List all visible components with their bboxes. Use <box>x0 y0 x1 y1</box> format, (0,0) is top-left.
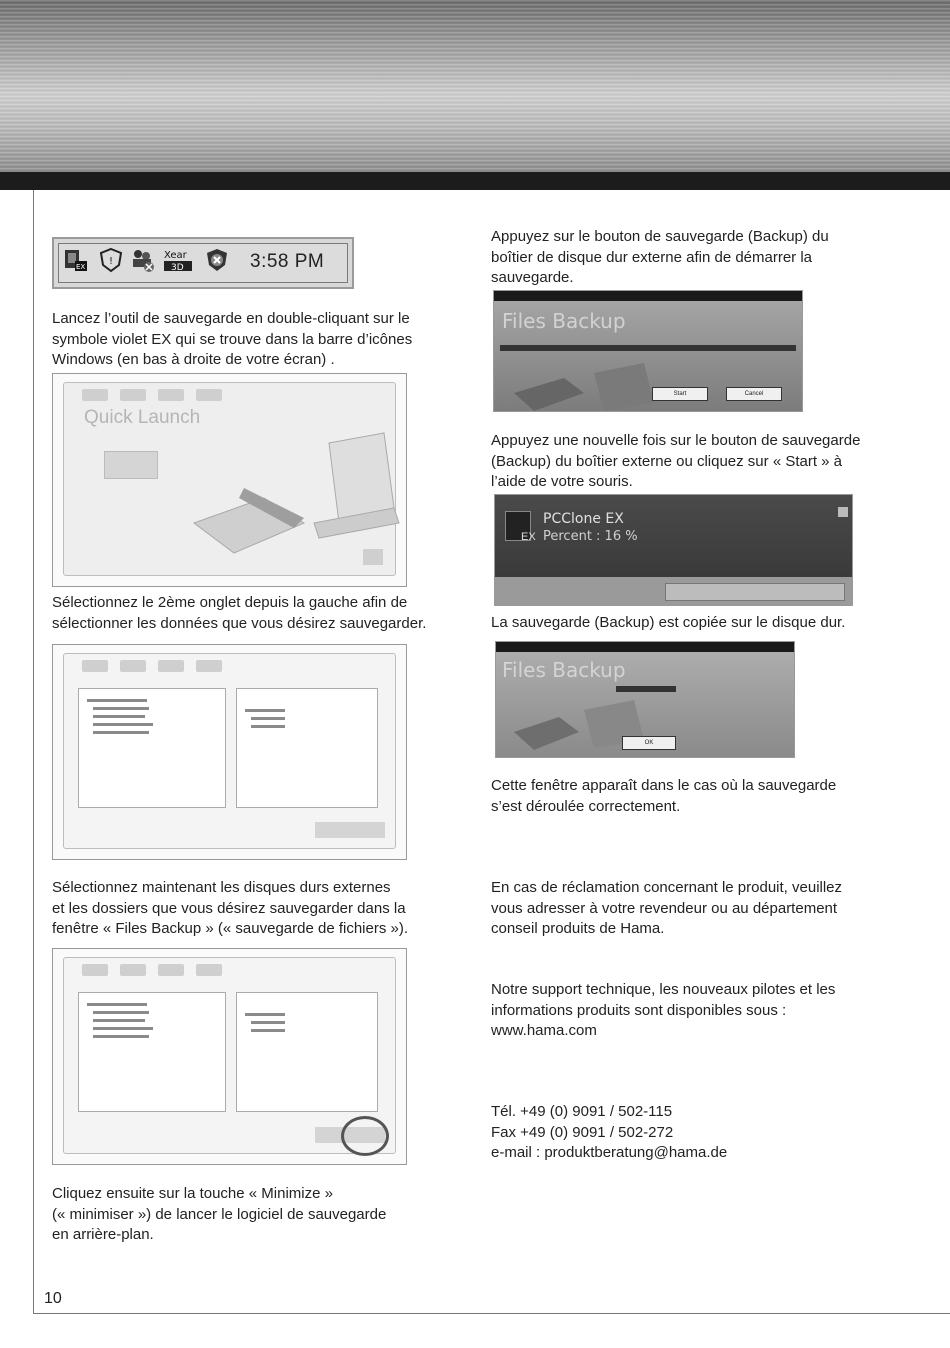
start-button[interactable]: Start <box>652 387 708 401</box>
backup-complete-dialog <box>495 641 795 758</box>
tab-3[interactable] <box>158 660 184 672</box>
backup-start-dialog <box>493 290 803 412</box>
tab-1[interactable] <box>82 660 108 672</box>
popup-percent: Percent : 16 % <box>543 529 638 544</box>
dialog-title: Files Backup <box>502 658 626 682</box>
quick-launch-title: Quick Launch <box>84 407 201 428</box>
popup-app-name: PCClone EX <box>543 511 624 527</box>
pcclone-ex-icon[interactable] <box>62 247 88 273</box>
files-backup-screenshot-1 <box>52 644 407 860</box>
fax: Fax +49 (0) 9091 / 502-272 <box>491 1123 674 1141</box>
right-paragraph-5: En cas de réclamation concernant le produit, veuillez vous adresser à votre revendeur ou au département conseil produits de Hama. <box>491 879 843 937</box>
left-paragraph-2: Sélectionnez le 2ème onglet depuis la gauche afin de sélectionner les données que vous désirez sauvegarder. <box>52 594 427 632</box>
svg-text:3D: 3D <box>171 263 184 273</box>
app-tabs <box>82 389 222 405</box>
security-shield-x-icon <box>204 247 230 273</box>
tray-clock: 3:58 PM <box>250 251 325 272</box>
tab-2[interactable] <box>120 389 146 401</box>
right-paragraph-3: La sauvegarde (Backup) est copiée sur le disque dur. <box>491 614 846 631</box>
contact-block <box>491 1102 727 1164</box>
tab-2[interactable] <box>120 964 146 976</box>
website-link[interactable]: www.hama.com <box>491 1022 597 1039</box>
taskbar-strip <box>495 577 853 606</box>
quick-launch-screenshot <box>52 373 407 587</box>
popup-window <box>495 495 853 577</box>
xear-3d-icon <box>162 247 196 273</box>
dialog-message <box>500 345 796 351</box>
left-paragraph-4: Cliquez ensuite sur la touche « Minimize » (« minimiser ») de lancer le logiciel de sauvegarde en arrière-plan. <box>52 1185 387 1243</box>
action-icons[interactable] <box>315 822 385 838</box>
left-paragraph-3: Sélectionnez maintenant les disques durs externes et les dossiers que vous désirez sauvegarder dans la fenêtre « Files Backup » (« sauvegarde de fichiers »). <box>52 879 409 937</box>
tab-3[interactable] <box>158 964 184 976</box>
tab-4[interactable] <box>196 660 222 672</box>
cancel-button[interactable]: Cancel <box>726 387 782 401</box>
drive-illustration <box>504 353 664 412</box>
tab-3[interactable] <box>158 389 184 401</box>
network-users-icon <box>130 247 156 273</box>
drive-illustration <box>184 428 404 563</box>
drive-button[interactable] <box>104 451 158 479</box>
phone: Tél. +49 (0) 9091 / 502-115 <box>491 1103 673 1120</box>
svg-text:!: ! <box>109 256 114 267</box>
files-backup-screenshot-2 <box>52 948 407 1165</box>
left-margin-rule <box>33 190 34 1314</box>
svg-text:EX: EX <box>76 263 86 271</box>
header-band <box>0 0 950 172</box>
progress-popup-screenshot <box>494 494 853 606</box>
tab-1[interactable] <box>82 389 108 401</box>
taskbar-tray-screenshot <box>52 237 354 289</box>
bottom-rule <box>33 1313 950 1314</box>
email-link[interactable]: e-mail : produktberatung@hama.de <box>491 1144 728 1161</box>
minimize-icon[interactable] <box>363 549 383 565</box>
source-tree-panel[interactable] <box>78 992 226 1112</box>
ok-button[interactable]: OK <box>622 736 676 750</box>
shield-icon <box>98 247 124 273</box>
right-paragraph-1: Appuyez sur le bouton de sauvegarde (Backup) du boîtier de disque dur externe afin de démarrer la sauvegarde. <box>491 228 829 286</box>
tab-4[interactable] <box>196 964 222 976</box>
dialog-title: Files Backup <box>502 309 626 333</box>
highlight-circle <box>341 1116 389 1156</box>
left-paragraph-1: Lancez l’outil de sauvegarde en double-cliquant sur le symbole violet EX qui se trouve dans la barre d’icônes Windows (en bas à droite de votre écran) . <box>52 310 413 368</box>
right-paragraph-4: Cette fenêtre apparaît dans le cas où la sauvegarde s’est déroulée correctement. <box>491 777 837 815</box>
destination-tree-panel[interactable] <box>236 992 378 1112</box>
source-tree-panel[interactable] <box>78 688 226 808</box>
tab-4[interactable] <box>196 389 222 401</box>
right-paragraph-6: Notre support technique, les nouveaux pilotes et les informations produits sont disponibles sous : www.hama.com <box>491 980 835 1042</box>
close-icon[interactable] <box>838 507 848 517</box>
header-dark-strip <box>0 172 950 190</box>
right-paragraph-2: Appuyez une nouvelle fois sur le bouton de sauvegarde (Backup) du boîtier externe ou cliquez sur « Start » à l’aide de votre souris. <box>491 432 861 490</box>
destination-tree-panel[interactable] <box>236 688 378 808</box>
tab-2[interactable] <box>120 660 146 672</box>
popup-ex-badge: EX <box>521 531 536 543</box>
tab-1[interactable] <box>82 964 108 976</box>
page-number: 10 <box>44 1290 62 1307</box>
svg-text:Xear: Xear <box>164 250 187 261</box>
